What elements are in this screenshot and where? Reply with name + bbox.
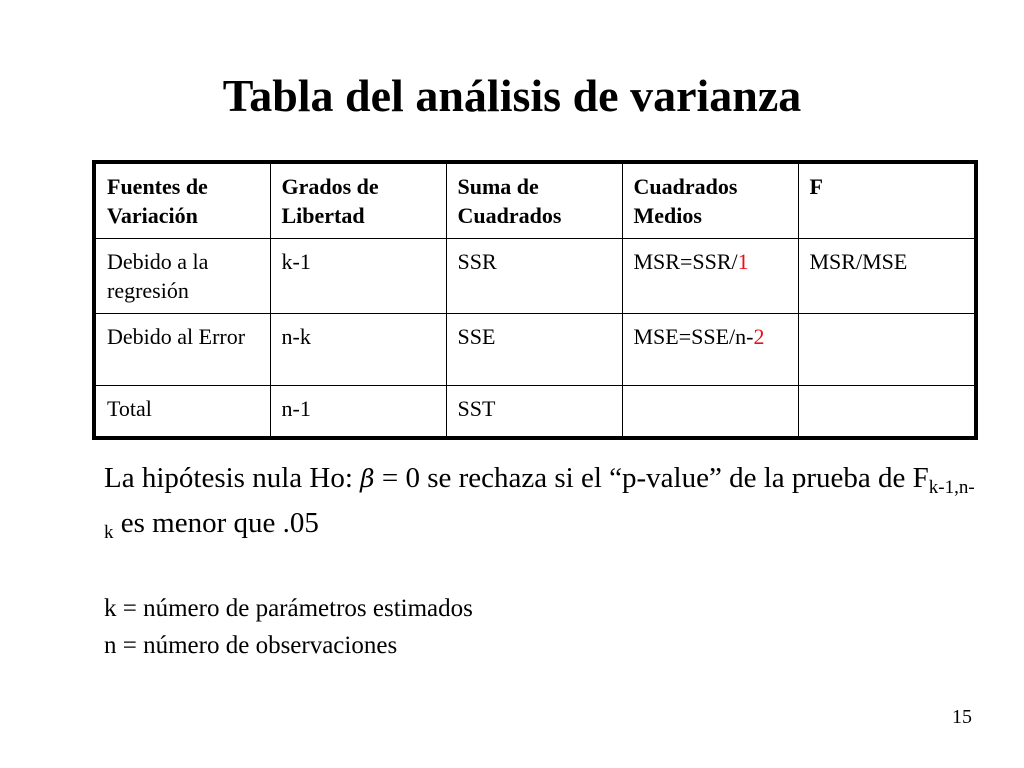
hypothesis-part3: es menor que .05 bbox=[113, 507, 319, 539]
hypothesis-text bbox=[104, 456, 984, 545]
header-f: F bbox=[798, 162, 976, 239]
cell-ss: SSR bbox=[446, 239, 622, 314]
anova-table bbox=[92, 160, 978, 440]
ms-divisor-highlight: 2 bbox=[753, 324, 765, 349]
table-row bbox=[94, 386, 976, 438]
header-source: Fuentes de Variación bbox=[94, 162, 270, 239]
cell-ms bbox=[622, 314, 798, 386]
cell-df: k-1 bbox=[270, 239, 446, 314]
cell-ss: SST bbox=[446, 386, 622, 438]
header-df: Grados de Libertad bbox=[270, 162, 446, 239]
definitions bbox=[104, 590, 904, 664]
ms-formula: MSE=SSE/n- bbox=[633, 324, 754, 349]
slide-title: Tabla del análisis de varianza bbox=[222, 70, 802, 121]
cell-source: Debido al Error bbox=[94, 314, 270, 386]
header-ms: Cuadrados Medios bbox=[622, 162, 798, 239]
header-ss: Suma de Cuadrados bbox=[446, 162, 622, 239]
table-header-row bbox=[94, 162, 976, 239]
cell-df: n-1 bbox=[270, 386, 446, 438]
page-number: 15 bbox=[952, 706, 972, 728]
cell-f bbox=[798, 386, 976, 438]
table-row bbox=[94, 239, 976, 314]
hypothesis-part2: = 0 se rechaza si el “p-value” de la prueba de F bbox=[374, 462, 929, 494]
definition-n: n = número de observaciones bbox=[104, 632, 398, 659]
ms-divisor-highlight: 1 bbox=[737, 249, 749, 274]
cell-source: Debido a la regresión bbox=[94, 239, 270, 314]
cell-ss: SSE bbox=[446, 314, 622, 386]
cell-f bbox=[798, 314, 976, 386]
f-subscript: k-1,n-k bbox=[104, 477, 975, 543]
definition-k: k = número de parámetros estimados bbox=[104, 595, 473, 622]
cell-df: n-k bbox=[270, 314, 446, 386]
table-row bbox=[94, 314, 976, 386]
cell-ms bbox=[622, 386, 798, 438]
hypothesis-part1: La hipótesis nula Ho: bbox=[104, 462, 361, 494]
beta-symbol: β bbox=[360, 464, 375, 493]
cell-source: Total bbox=[94, 386, 270, 438]
ms-formula: MSR=SSR/ bbox=[633, 249, 738, 274]
cell-f: MSR/MSE bbox=[798, 239, 976, 314]
cell-ms bbox=[622, 239, 798, 314]
